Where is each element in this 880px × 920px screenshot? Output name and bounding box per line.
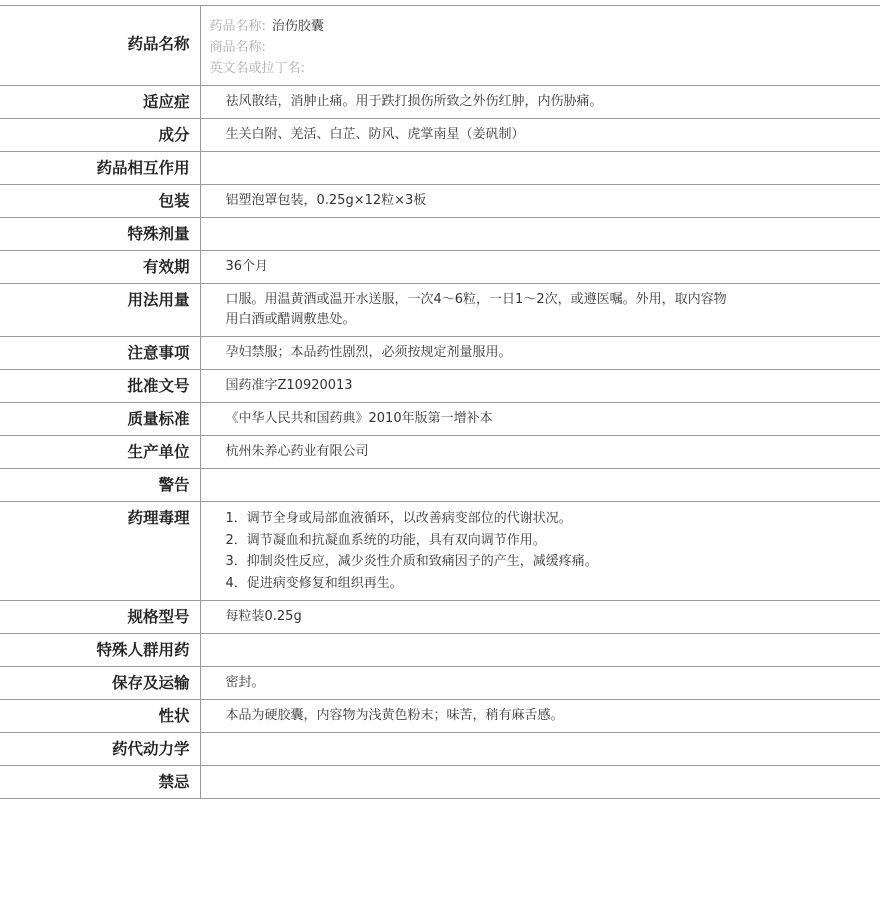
- generic-name-line: [210, 16, 871, 37]
- row-label: 质量标准: [0, 403, 200, 436]
- value-line: 口服。用温黄酒或温开水送服，一次4～6粒，一日1～2次，或遵医嘱。外用，取内容物: [225, 292, 727, 307]
- table-row: [0, 436, 880, 469]
- table-row: [0, 185, 880, 218]
- table-row: [0, 119, 880, 152]
- row-value: 祛风散结，消肿止痛。用于跌打损伤所致之外伤红肿，内伤胁痛。: [200, 86, 880, 119]
- row-label: 有效期: [0, 251, 200, 284]
- row-label: 特殊剂量: [0, 218, 200, 251]
- trade-name-key: 商品名称:: [209, 40, 266, 55]
- table-row: [0, 284, 880, 337]
- row-label: 批准文号: [0, 370, 200, 403]
- row-value: 本品为硬胶囊，内容物为浅黄色粉末；味苦，稍有麻舌感。: [200, 700, 880, 733]
- table-row: [0, 766, 880, 799]
- generic-name-value: 治伤胶囊: [271, 19, 324, 34]
- row-label: 药品相互作用: [0, 152, 200, 185]
- value-line: 1．调节全身或局部血液循环，以改善病变部位的代谢状况。: [225, 511, 572, 526]
- row-value: 密封。: [200, 667, 880, 700]
- row-label: 药理毒理: [0, 502, 200, 601]
- table-row: [0, 370, 880, 403]
- row-label: 适应症: [0, 86, 200, 119]
- row-label: 保存及运输: [0, 667, 200, 700]
- table-row: [0, 337, 880, 370]
- row-value: 杭州朱养心药业有限公司: [200, 436, 880, 469]
- drug-name-cell: [200, 6, 880, 86]
- generic-name-key: 药品名称:: [209, 19, 266, 34]
- table-row: [0, 700, 880, 733]
- row-value: [200, 152, 880, 185]
- value-line: 4．促进病变修复和组织再生。: [225, 575, 403, 591]
- row-label: 用法用量: [0, 284, 200, 337]
- row-value: 《中华人民共和国药典》2010年版第一增补本: [200, 403, 880, 436]
- row-label: 成分: [0, 119, 200, 152]
- row-value: [200, 284, 880, 337]
- row-label: 禁忌: [0, 766, 200, 799]
- table-row: [0, 469, 880, 502]
- english-name-key: 英文名或拉丁名:: [209, 61, 305, 76]
- row-value: 生关白附、羌活、白芷、防风、虎掌南星（姜矾制）: [200, 119, 880, 152]
- table-row: [0, 733, 880, 766]
- row-label: 注意事项: [0, 337, 200, 370]
- row-label: 特殊人群用药: [0, 634, 200, 667]
- trade-name-line: [210, 37, 871, 58]
- row-value: [200, 733, 880, 766]
- row-value: [200, 218, 880, 251]
- row-label: 性状: [0, 700, 200, 733]
- table-row: [0, 667, 880, 700]
- row-value: 每粒装0.25g: [200, 601, 880, 634]
- table-row: [0, 218, 880, 251]
- table-row: [0, 634, 880, 667]
- table-row: [0, 502, 880, 601]
- row-value: [200, 469, 880, 502]
- drug-name-row: [0, 6, 880, 86]
- row-label: 生产单位: [0, 436, 200, 469]
- row-label: 规格型号: [0, 601, 200, 634]
- table-row: [0, 152, 880, 185]
- row-value: 铝塑泡罩包装，0.25g×12粒×3板: [200, 185, 880, 218]
- drug-info-table: [0, 5, 880, 799]
- english-name-line: [210, 58, 871, 79]
- row-label: 包装: [0, 185, 200, 218]
- row-value: 36个月: [200, 251, 880, 284]
- row-value: [200, 766, 880, 799]
- row-value: 孕妇禁服；本品药性剧烈，必须按规定剂量服用。: [200, 337, 880, 370]
- table-row: [0, 601, 880, 634]
- drug-name-label: 药品名称: [0, 6, 200, 86]
- row-value: 国药准字Z10920013: [200, 370, 880, 403]
- value-line: 2．调节凝血和抗凝血系统的功能，具有双向调节作用。: [225, 532, 546, 548]
- table-row: [0, 403, 880, 436]
- row-label: 药代动力学: [0, 733, 200, 766]
- row-value: [200, 634, 880, 667]
- row-value: [200, 502, 880, 601]
- value-line: 3．抑制炎性反应，减少炎性介质和致痛因子的产生，减缓疼痛。: [225, 554, 598, 569]
- value-line: 用白酒或醋调敷患处。: [225, 312, 356, 327]
- table-row: [0, 86, 880, 119]
- table-row: [0, 251, 880, 284]
- row-label: 警告: [0, 469, 200, 502]
